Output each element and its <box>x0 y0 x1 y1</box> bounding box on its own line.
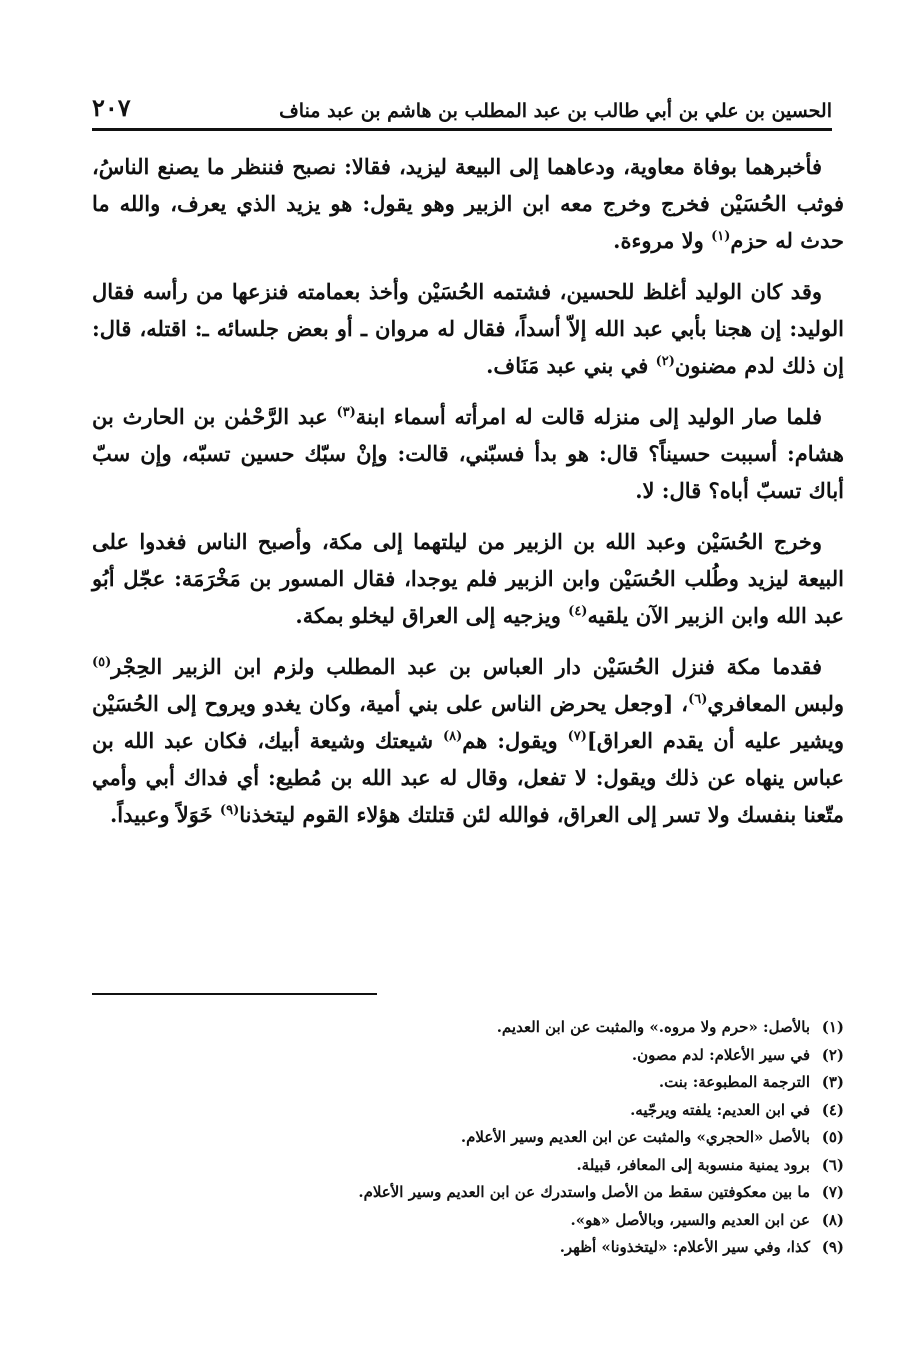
paragraph <box>92 523 844 634</box>
footnote-number: (٧) <box>821 1183 844 1201</box>
footnote <box>92 1042 844 1070</box>
footnote-marker: (٦) <box>688 692 708 707</box>
paragraph-text: شيعتك وشيعة أبيك، فكان عبد الله بن عباس ينهاه عن ذلك ويقول: لا تفعل، وقال له عبد الله بن مُطيع: أي فداك أبي وأمي متّعنا بنفسك ولا تسر إلى العراق، فوالله لئن قتلتك هؤلاء القوم ليتخذنا <box>92 728 844 827</box>
footnote-marker: (٧) <box>567 729 587 744</box>
footnote-number: (١) <box>821 1018 844 1036</box>
footnote-number: (٣) <box>821 1073 844 1091</box>
footnote-marker: (١) <box>711 229 731 244</box>
footnote-marker: (٣) <box>336 405 356 420</box>
footnote-marker: (٩) <box>219 803 240 818</box>
footnote <box>92 1152 844 1180</box>
footnote-marker: (٥) <box>92 655 112 670</box>
paragraph-text: ولبس المعافري <box>707 691 844 716</box>
paragraph-text: ويزجيه إلى العراق ليخلو بمكة. <box>295 603 569 628</box>
footnote-text: كذا، وفي سير الأعلام: «ليتخذونا» أظهر. <box>559 1238 810 1256</box>
footnote-number: (٢) <box>821 1045 844 1064</box>
footnote-number: (٤) <box>821 1100 844 1119</box>
footnote-marker: (٢) <box>655 354 675 369</box>
footnotes-list <box>92 1014 844 1262</box>
paragraph <box>92 398 844 509</box>
paragraph-text: ولا مروءة. <box>613 228 712 253</box>
paragraph <box>92 148 844 259</box>
footnote-text: في سير الأعلام: لدم مصون. <box>631 1045 810 1064</box>
footnote <box>92 1014 844 1042</box>
footnote <box>92 1179 844 1207</box>
paragraph-text: خَوَلاً وعبيداً. <box>109 802 220 827</box>
page-header <box>92 86 832 131</box>
footnote-text: في ابن العديم: يلفته ويرجّيه. <box>630 1100 810 1119</box>
paragraph-text: ويقول: هم <box>462 728 568 753</box>
footnote-text: الترجمة المطبوعة: بنت. <box>658 1073 810 1091</box>
page-number: ٢٠٧ <box>92 93 131 122</box>
footnote-text: عن ابن العديم والسير، وبالأصل «هو». <box>570 1210 810 1229</box>
footnote <box>92 1234 844 1262</box>
paragraph-text: فلما صار الوليد إلى منزله قالت له امرأته أسماء ابنة <box>355 404 822 429</box>
footnote <box>92 1097 844 1125</box>
footnote <box>92 1069 844 1097</box>
footnote-marker: (٨) <box>442 729 463 744</box>
paragraph <box>92 648 844 833</box>
footnote-text: بالأصل «الحجري» والمثبت عن ابن العديم وسير الأعلام. <box>460 1128 810 1146</box>
paragraph <box>92 273 844 384</box>
paragraph-text: فقدما مكة فنزل الحُسَيْن دار العباس بن عبد المطلب ولزم ابن الزبير الحِجْر <box>111 654 822 679</box>
footnote-number: (٥) <box>821 1128 844 1146</box>
main-text <box>92 148 844 847</box>
paragraph-text: فأخبرهما بوفاة معاوية، ودعاهما إلى البيعة ليزيد، فقالا: نصبح فننظر ما يصنع الناسُ، فوثب الحُسَيْن فخرج وخرج معه ابن الزبير وهو يقول: هو يزيد الذي يعرف، والله ما حدث له حزم <box>92 154 844 253</box>
footnote-text: برود يمنية منسوبة إلى المعافر، قبيلة. <box>576 1155 810 1174</box>
paragraph-text: عبد الرَّحْمٰن بن الحارث بن هشام: أسببت حسيناً؟ قال: هو بدأ فسبّني، قالت: وإنْ سبّك حسين تسبّه، وإن سبّ أباك تسبّ أباه؟ قال: لا. <box>92 404 844 503</box>
footnote-marker: (٤) <box>568 604 588 619</box>
paragraph-text: وقد كان الوليد أغلظ للحسين، فشتمه الحُسَيْن وأخذ بعمامته فنزعها من رأسه فقال الوليد: إن هجنا بأبي عبد الله إلاّ أسداً، فقال له مروان ـ أو بعض جلسائه ـ: اقتله، قال: إن ذلك لدم مضنون <box>92 279 844 378</box>
running-title: الحسين بن علي بن أبي طالب بن عبد المطلب بن هاشم بن عبد مناف <box>279 100 832 122</box>
paragraph-text: ، [وجعل يحرض الناس على بني أمية، وكان يغدو ويروح إلى الحُسَيْن ويشير عليه أن يقدم العراق] <box>92 691 844 753</box>
footnote-number: (٦) <box>821 1155 844 1174</box>
footnote-text: ما بين معكوفتين سقط من الأصل واستدرك عن ابن العديم وسير الأعلام. <box>358 1183 810 1201</box>
footnote <box>92 1124 844 1152</box>
footnote-number: (٩) <box>821 1238 844 1256</box>
footnote-text: بالأصل: «حرم ولا مروه.» والمثبت عن ابن العديم. <box>496 1018 810 1036</box>
footnote-separator <box>92 993 377 995</box>
paragraph-text: في بني عبد مَنَاف. <box>486 353 656 378</box>
footnote <box>92 1207 844 1235</box>
footnote-number: (٨) <box>821 1210 844 1229</box>
paragraph-text: وخرج الحُسَيْن وعبد الله بن الزبير من ليلتهما إلى مكة، وأصبح الناس فغدوا على البيعة ليزيد وطُلب الحُسَيْن وابن الزبير فلم يوجدا، فقال المسور بن مَخْرَمَة: عجّل أبُو عبد الله وابن الزبير الآن يلقيه <box>92 529 844 628</box>
